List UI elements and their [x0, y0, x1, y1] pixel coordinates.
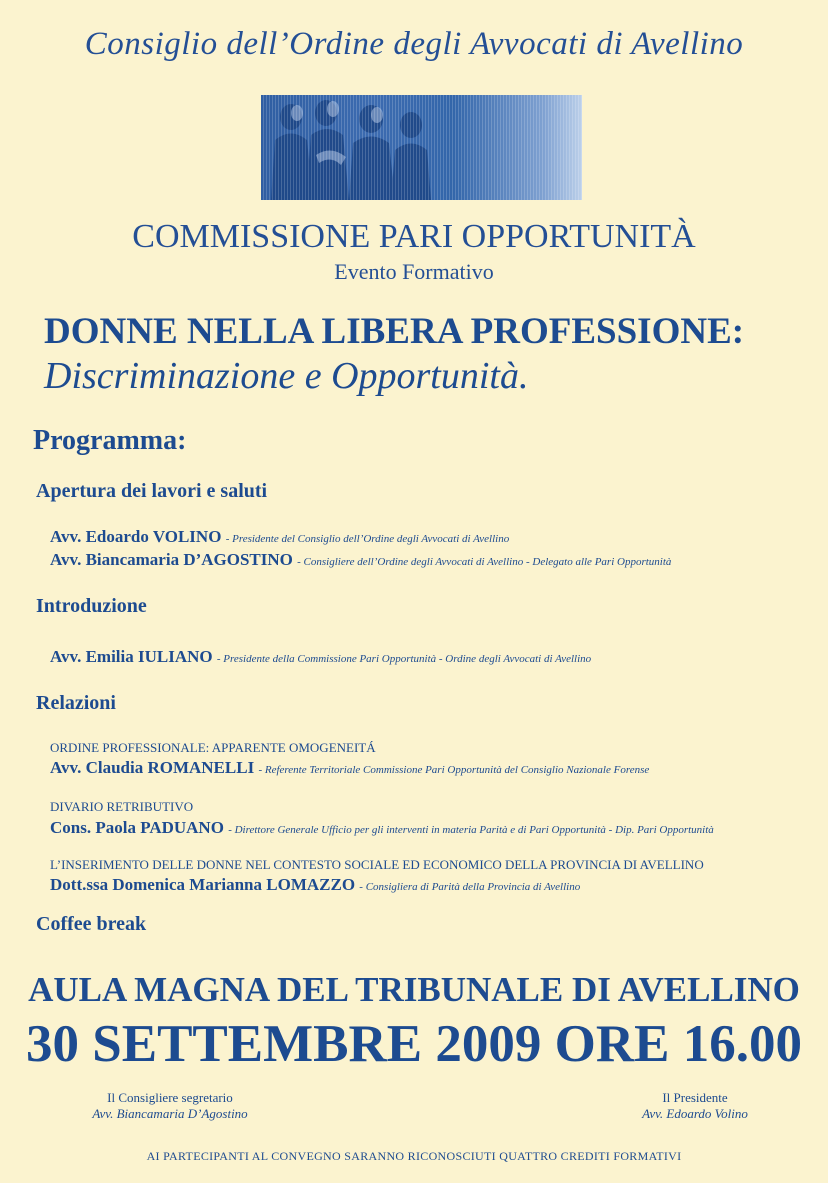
speaker-name: Cons. Paola PADUANO: [50, 818, 224, 837]
speaker-row: [50, 758, 649, 778]
speaker-row: [50, 647, 591, 667]
council-title: Consiglio dell’Ordine degli Avvocati di Avellino: [84, 26, 744, 62]
speaker-row: [50, 550, 671, 570]
speaker-row: [50, 527, 509, 547]
speaker-role: - Presidente del Consiglio dell’Ordine degli Avvocati di Avellino: [225, 533, 510, 545]
event-type: Evento Formativo: [334, 259, 494, 284]
section-relazioni: Relazioni: [36, 692, 116, 714]
talk-topic: DIVARIO RETRIBUTIVO: [50, 799, 194, 814]
signature-left: [55, 1090, 285, 1122]
program-heading: Programma:: [33, 425, 187, 456]
speaker-row: [50, 875, 580, 895]
speaker-name: Dott.ssa Domenica Marianna LOMAZZO: [50, 875, 356, 894]
signature-title: Il Presidente: [662, 1090, 728, 1105]
venue: AULA MAGNA DEL TRIBUNALE DI AVELLINO: [28, 970, 800, 1009]
speaker-name: Avv. Emilia IULIANO: [50, 647, 213, 666]
commission-title: COMMISSIONE PARI OPPORTUNITÀ: [132, 218, 696, 255]
signature-name: Avv. Biancamaria D’Agostino: [92, 1106, 248, 1121]
speaker-role: - Direttore Generale Ufficio per gli interventi in materia Parità e di Pari Opportunità - Dip. Pari Opportunità: [228, 824, 714, 836]
event-datetime: 30 SETTEMBRE 2009 ORE 16.00: [26, 1015, 802, 1073]
event-title: DONNE NELLA LIBERA PROFESSIONE:: [44, 311, 745, 352]
speaker-role: - Consigliera di Parità della Provincia di Avellino: [359, 881, 581, 893]
talk-topic: ORDINE PROFESSIONALE: APPARENTE OMOGENEITÁ: [50, 740, 376, 755]
speaker-role: - Referente Territoriale Commissione Pari Opportunità del Consiglio Nazionale Forense: [258, 764, 650, 776]
signature-right: [570, 1090, 820, 1122]
speaker-role: - Presidente della Commissione Pari Opportunità - Ordine degli Avvocati di Avellino: [216, 653, 592, 665]
credits-notice: AI PARTECIPANTI AL CONVEGNO SARANNO RICONOSCIUTI QUATTRO CREDITI FORMATIVI: [146, 1149, 682, 1163]
event-subtitle: Discriminazione e Opportunità.: [44, 355, 529, 397]
speaker-row: [50, 818, 714, 838]
banner-image: [261, 95, 582, 200]
signature-name: Avv. Edoardo Volino: [642, 1106, 748, 1121]
printer-mark: [802, 663, 812, 713]
speaker-name: Avv. Biancamaria D’AGOSTINO: [50, 550, 293, 569]
coffee-break: Coffee break: [36, 913, 147, 935]
speaker-role: - Consigliere dell’Ordine degli Avvocati di Avellino - Delegato alle Pari Opportunità: [297, 556, 672, 568]
speaker-name: Avv. Edoardo VOLINO: [50, 527, 222, 546]
talk-topic: L’INSERIMENTO DELLE DONNE NEL CONTESTO SOCIALE ED ECONOMICO DELLA PROVINCIA DI AVELLINO: [50, 857, 704, 872]
section-intro: Introduzione: [36, 595, 147, 617]
signature-title: Il Consigliere segretario: [107, 1090, 233, 1105]
section-opening: Apertura dei lavori e saluti: [36, 480, 268, 502]
speaker-name: Avv. Claudia ROMANELLI: [50, 758, 255, 777]
